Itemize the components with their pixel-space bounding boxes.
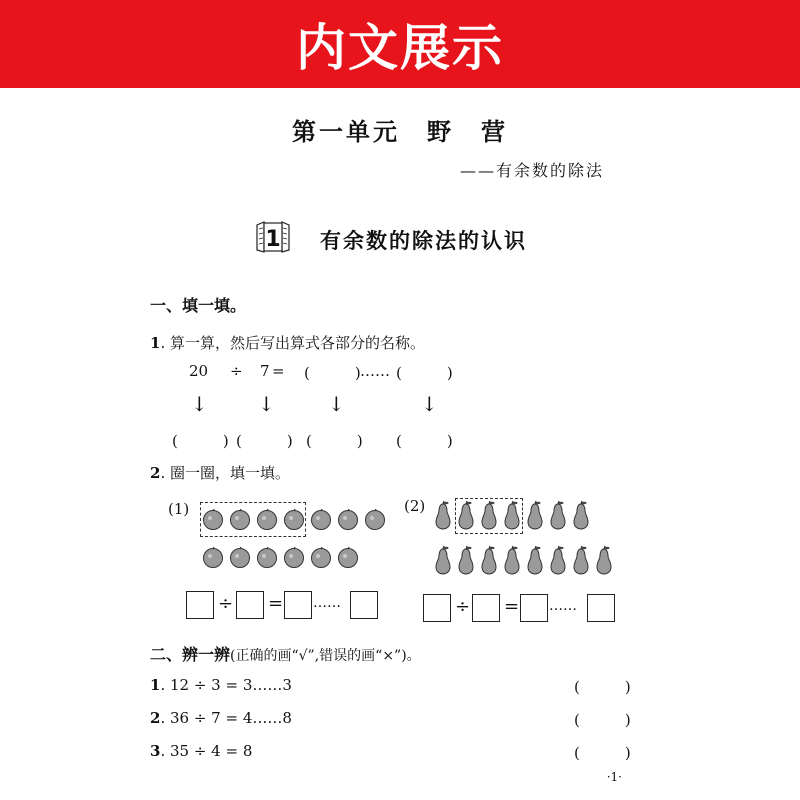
name-blank-quotient[interactable]: ( ) [306, 432, 363, 450]
pear-icon [434, 545, 452, 579]
unit-title: 第一单元 野 营 [292, 117, 508, 146]
answer-box-divisor[interactable] [472, 594, 500, 622]
judge-item-text: . 12 ÷ 3 = 3……3 [160, 676, 292, 694]
answer-box-quotient[interactable] [284, 591, 312, 619]
pear-icon [480, 500, 498, 534]
pear-icon [526, 500, 544, 534]
apple-icon [310, 546, 332, 572]
question-1-text: . 算一算，然后写出算式各部分的名称。 [160, 334, 425, 352]
answer-box-quotient[interactable] [520, 594, 548, 622]
judge-item-number: 1 [150, 676, 161, 694]
ellipsis: …… [549, 598, 577, 614]
question-2-number: 2 [150, 464, 161, 482]
lesson-title: 有余数的除法的认识 [320, 228, 527, 253]
judge-item-2 [150, 709, 292, 727]
pear-icon [549, 545, 567, 579]
part2-label: (2) [404, 497, 426, 515]
apple-icon [202, 508, 224, 534]
pear-icon [457, 545, 475, 579]
apple-icon [256, 546, 278, 572]
pear-icon [595, 545, 613, 579]
judge-item-3 [150, 742, 252, 760]
name-blank-remainder[interactable]: ( ) [396, 432, 453, 450]
question-2-text: . 圈一圈，填一填。 [160, 464, 290, 482]
div-sign: ÷ [218, 593, 234, 614]
section2-heading: 二、辨一辨 [150, 645, 231, 664]
apple-icon [202, 546, 224, 572]
apple-icon [283, 508, 305, 534]
pear-icon [572, 545, 590, 579]
equals-sign: = [504, 596, 520, 617]
part1-label: (1) [168, 500, 190, 518]
apple-icon [283, 546, 305, 572]
judge-item-1 [150, 676, 292, 694]
answer-box-dividend[interactable] [186, 591, 214, 619]
apple-icon [229, 546, 251, 572]
name-blank-dividend[interactable]: ( ) [172, 432, 229, 450]
pear-icon [503, 500, 521, 534]
section1-heading: 一、填一填。 [150, 296, 247, 315]
banner-title: 内文展示 [296, 19, 504, 77]
pear-icon [503, 545, 521, 579]
arrow-down: ↓ [328, 392, 345, 416]
equals-sign: = [268, 593, 284, 614]
arrow-down: ↓ [421, 392, 438, 416]
eq-quotient-blank[interactable]: ( ) [304, 364, 361, 382]
eq-div-sign: ÷ [230, 362, 243, 380]
answer-box-remainder[interactable] [587, 594, 615, 622]
question-2 [150, 462, 290, 483]
arrow-down: ↓ [258, 392, 275, 416]
section2-instruction: (正确的画“√”,错误的画“×”)。 [230, 648, 421, 664]
judge-item-number: 2 [150, 709, 161, 727]
pear-icon [457, 500, 475, 534]
eq-dividend: 20 [189, 362, 209, 380]
pear-icon [434, 500, 452, 534]
judge-answer-blank[interactable]: ( ) [574, 744, 631, 762]
pear-icon [480, 545, 498, 579]
div-sign: ÷ [455, 596, 471, 617]
apple-icon [310, 508, 332, 534]
eq-equals: = [272, 362, 285, 380]
page-number: ·1· [606, 770, 622, 784]
question-1-number: 1 [150, 334, 161, 352]
lesson-number: 1 [265, 227, 281, 252]
pear-icon [549, 500, 567, 534]
answer-box-dividend[interactable] [423, 594, 451, 622]
ellipsis: …… [313, 595, 341, 611]
answer-box-remainder[interactable] [350, 591, 378, 619]
pear-icon [572, 500, 590, 534]
header-banner [0, 0, 800, 88]
apple-icon [337, 546, 359, 572]
name-blank-divisor[interactable]: ( ) [236, 432, 293, 450]
eq-divisor: 7 [260, 362, 270, 380]
pear-icon [526, 545, 544, 579]
apple-icon [229, 508, 251, 534]
arrow-down: ↓ [191, 392, 208, 416]
apple-icon [364, 508, 386, 534]
apple-icon [256, 508, 278, 534]
judge-answer-blank[interactable]: ( ) [574, 678, 631, 696]
judge-item-text: . 36 ÷ 7 = 4……8 [160, 709, 292, 727]
eq-ellipsis: …… [360, 362, 390, 380]
judge-item-number: 3 [150, 742, 161, 760]
section2-header [150, 642, 421, 665]
eq-remainder-blank[interactable]: ( ) [396, 364, 453, 382]
judge-answer-blank[interactable]: ( ) [574, 711, 631, 729]
answer-box-divisor[interactable] [236, 591, 264, 619]
apple-icon [337, 508, 359, 534]
unit-subtitle: ——有余数的除法 [459, 161, 604, 180]
lesson-badge [254, 220, 292, 254]
judge-item-text: . 35 ÷ 4 = 8 [160, 742, 253, 760]
question-1 [150, 332, 425, 353]
